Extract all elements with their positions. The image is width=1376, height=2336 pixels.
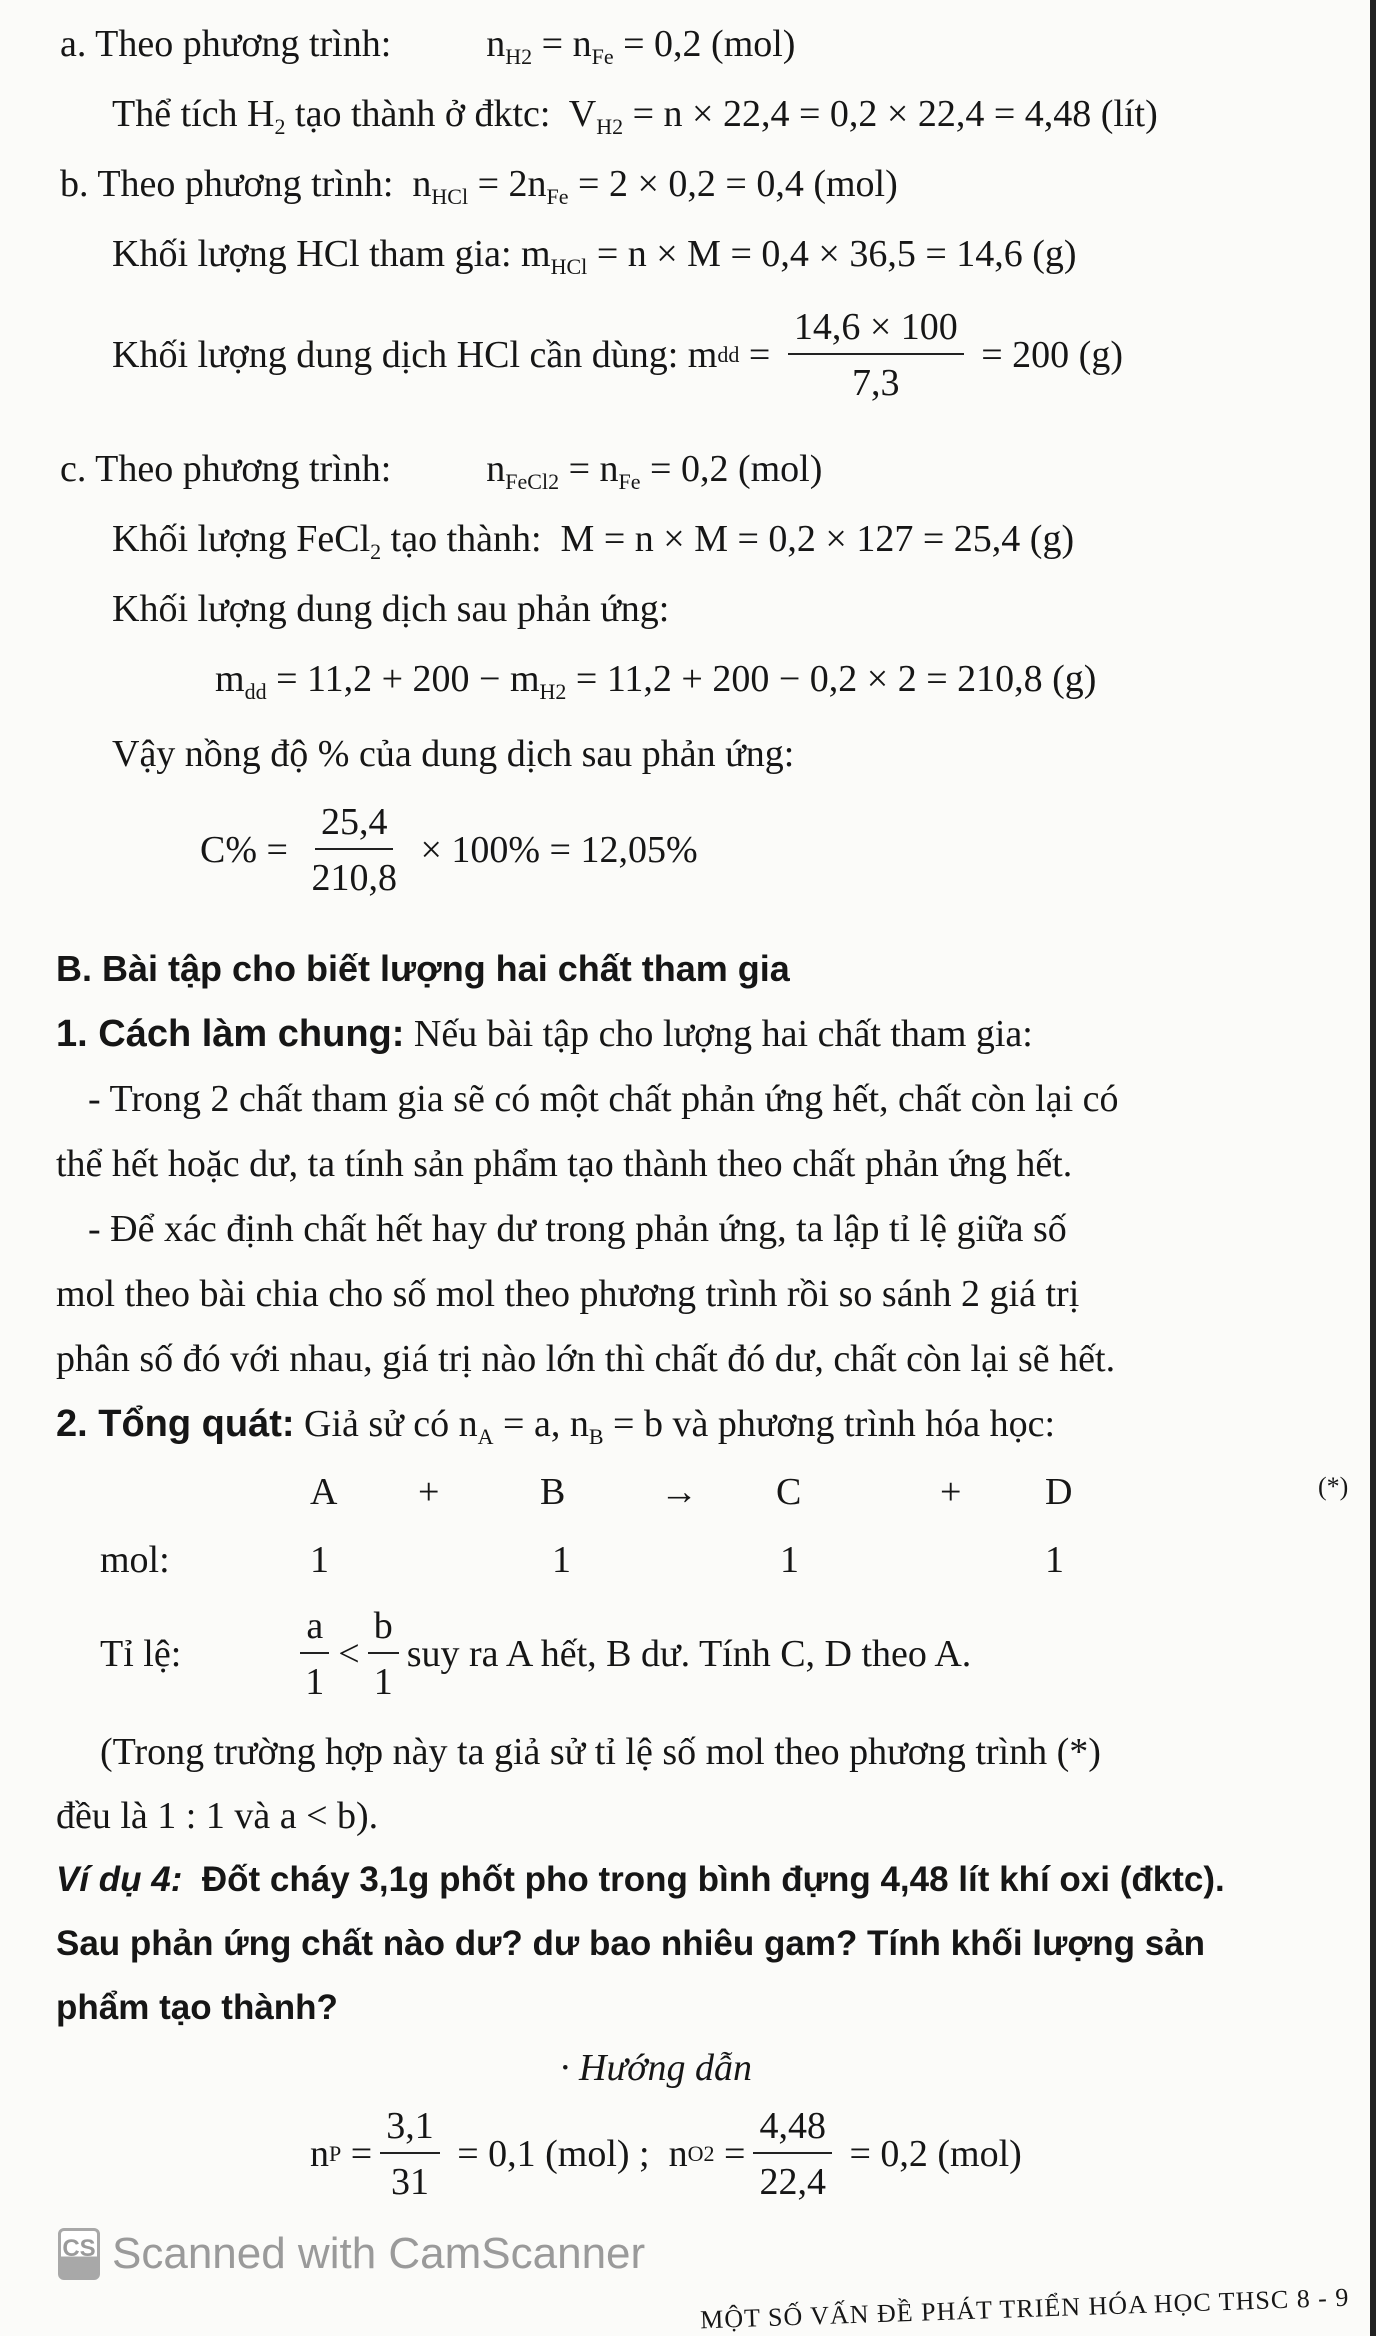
text-segment: - Để xác định chất hết hay dư trong phản ứng, ta lập tỉ lệ giữa số <box>88 1208 1067 1250</box>
para-3b <box>56 1792 378 1840</box>
para-2 <box>56 1400 1055 1448</box>
text-segment: = 2n <box>468 163 547 205</box>
text-segment: Nếu bài tập cho lượng hai chất tham gia: <box>404 1013 1033 1055</box>
camscanner-logo-icon: CS <box>58 2228 100 2280</box>
text-segment: Thể tích H <box>112 93 275 135</box>
equals: = <box>714 2133 746 2175</box>
text-segment: = 11,2 + 200 − m <box>266 658 540 700</box>
line-b-eq <box>60 160 898 208</box>
text-segment: H2 <box>539 679 567 704</box>
text-segment: = n × M = 0,4 × 36,5 = 14,6 (g) <box>587 233 1077 275</box>
text-segment: thể hết hoặc dư, ta tính sản phẩm tạo thành theo chất phản ứng hết. <box>56 1143 1073 1185</box>
text-segment: · Hướng dẫn <box>560 2047 752 2089</box>
para-1c <box>88 1205 1067 1253</box>
text-segment: H2 <box>596 114 624 139</box>
para-1 <box>56 1010 1033 1058</box>
section-b-heading <box>56 945 790 993</box>
text-segment: = n <box>532 23 592 65</box>
para-1a <box>88 1075 1119 1123</box>
text-segment: HCl <box>550 254 588 279</box>
text-segment: = 0,2 (mol) <box>640 448 823 490</box>
text-segment: B <box>588 1424 604 1449</box>
b-solution-mass: Khối lượng dung dịch HCl cần dùng: m dd = $\frac{14,6 \times 100}{7,3}$ = 200 (g) <box>112 306 1123 404</box>
mol-label: mol: <box>100 1539 170 1581</box>
text-segment: Fe <box>618 469 641 494</box>
equals: = <box>341 2133 373 2175</box>
mol-c: 1 <box>780 1539 799 1581</box>
text-segment: dd <box>244 679 267 704</box>
text-segment: (Trong trường hợp này ta giả sử tỉ lệ số mol theo phương trình (*) <box>100 1731 1101 1773</box>
text-segment: Sau phản ứng chất nào dư? dư bao nhiêu gam? Tính khối lượng sản <box>56 1924 1206 1963</box>
example-4-line3 <box>56 1984 338 2032</box>
line-c-mdd <box>215 655 1096 703</box>
mol-b: 1 <box>552 1539 571 1581</box>
line-c-vay <box>112 730 794 778</box>
text-segment: Khối lượng HCl tham gia: m <box>112 233 551 275</box>
text-segment: Đốt cháy 3,1g phốt pho trong bình đựng 4,48 lít khí oxi (đktc). <box>182 1860 1225 1899</box>
line-a-vol <box>112 90 1158 138</box>
text-segment: = 2 × 0,2 = 0,4 (mol) <box>568 163 898 205</box>
para-1b <box>56 1140 1072 1188</box>
text-segment: = a, n <box>493 1403 589 1445</box>
text-segment: = b và phương trình hóa học: <box>603 1403 1056 1445</box>
text-segment: 2 <box>370 539 382 564</box>
text-segment: m <box>215 658 245 700</box>
example-4-line1 <box>56 1856 1225 1904</box>
para-3a <box>100 1728 1101 1776</box>
text-segment: = n <box>559 448 619 490</box>
fraction-b: $\frac{b}{1}$ <box>368 1604 399 1704</box>
text-segment: 1. Cách làm chung: <box>56 1013 405 1055</box>
page-footer: MỘT SỐ VẤN ĐỀ PHÁT TRIỂN HÓA HỌC THSC 8 - 9 <box>699 2282 1350 2335</box>
text-segment: H2 <box>505 44 533 69</box>
text-segment: 2 <box>274 114 286 139</box>
camscanner-watermark: CS Scanned with CamScanner <box>58 2228 645 2280</box>
text-segment: a. Theo phương trình: n <box>60 23 506 65</box>
plus-sign: + <box>940 1471 962 1513</box>
page-edge <box>1370 0 1376 2336</box>
text-segment: phân số đó với nhau, giá trị nào lớn thì chất đó dư, chất còn lại sẽ hết. <box>56 1338 1116 1380</box>
text-segment: A <box>477 1424 494 1449</box>
line-c-dd <box>112 585 669 633</box>
text-segment: Vậy nồng độ % của dung dịch sau phản ứng: <box>112 733 795 775</box>
species-a: A <box>310 1471 338 1513</box>
text-segment: tạo thành: M = n × M = 0,2 × 127 = 25,4 (g) <box>381 518 1075 560</box>
species-d: D <box>1045 1471 1073 1513</box>
text-segment: b. Theo phương trình: n <box>60 163 432 205</box>
text-segment: - Trong 2 chất tham gia sẽ có một chất phản ứng hết, chất còn lại có <box>88 1078 1119 1120</box>
para-1d <box>56 1270 1079 1318</box>
text-segment: Khối lượng dung dịch sau phản ứng: <box>112 588 670 630</box>
text-segment: Khối lượng FeCl <box>112 518 371 560</box>
fraction: $\frac{14,6 \times 100}{7,3}$ <box>788 305 964 405</box>
text-segment: B. Bài tập cho biết lượng hai chất tham gia <box>56 948 790 989</box>
text-segment: Fe <box>546 184 569 209</box>
para-1e <box>56 1335 1115 1383</box>
line-c-eq <box>60 445 822 493</box>
np-line: n P = $\frac{3,1}{31}$ = 0,1 (mol) ; n O2 = $\frac{4,48}{22,4}$ = 0,2 (mol) <box>310 2105 1022 2203</box>
fraction-a: $\frac{a}{1}$ <box>299 1604 330 1704</box>
text-segment: Fe <box>591 44 614 69</box>
text-segment: HCl <box>431 184 469 209</box>
text-segment: FeCl2 <box>505 469 560 494</box>
example-4-line2 <box>56 1920 1205 1968</box>
text-segment: 2. Tổng quát: <box>56 1403 295 1445</box>
line-c-mass <box>112 515 1074 563</box>
text-segment: phẩm tạo thành? <box>56 1988 338 2027</box>
guide-heading <box>560 2044 752 2092</box>
mol-a: 1 <box>310 1539 329 1581</box>
text-segment: Giả sử có n <box>294 1403 478 1445</box>
text-segment: c. Theo phương trình: n <box>60 448 506 490</box>
mol-d: 1 <box>1045 1539 1064 1581</box>
text-segment: Ví dụ 4: <box>56 1860 183 1899</box>
line-a-eq <box>60 20 795 68</box>
ratio-line: Tỉ lệ: $\frac{a}{1}$ < $\frac{b}{1}$ suy ra A hết, B dư. Tính C, D theo A. <box>100 1605 972 1703</box>
text-segment: = n × 22,4 = 0,2 × 22,4 = 4,48 (lít) <box>623 93 1158 135</box>
text-segment: = 0,2 (mol) <box>613 23 796 65</box>
fraction: $\frac{25,4}{210,8}$ <box>311 801 397 899</box>
text-segment: đều là 1 : 1 và a < b). <box>56 1795 379 1837</box>
fraction: $\frac{3,1}{31}$ <box>380 2104 440 2204</box>
text-segment: = 11,2 + 200 − 0,2 × 2 = 210,8 (g) <box>566 658 1097 700</box>
fraction: $\frac{4,48}{22,4}$ <box>753 2104 832 2204</box>
text-segment: tạo thành ở đktc: V <box>285 93 597 135</box>
line-b-mass <box>112 230 1077 278</box>
species-c: C <box>776 1471 802 1513</box>
equation-ref: (*) <box>1318 1472 1349 1501</box>
plus-sign: + <box>418 1471 440 1513</box>
arrow: → <box>660 1471 698 1513</box>
c-percent: C% = $\frac{25,4}{210,8}$ × 100% = 12,05% <box>200 801 698 899</box>
species-b: B <box>540 1471 566 1513</box>
text-segment: mol theo bài chia cho số mol theo phương trình rồi so sánh 2 giá trị <box>56 1273 1080 1315</box>
